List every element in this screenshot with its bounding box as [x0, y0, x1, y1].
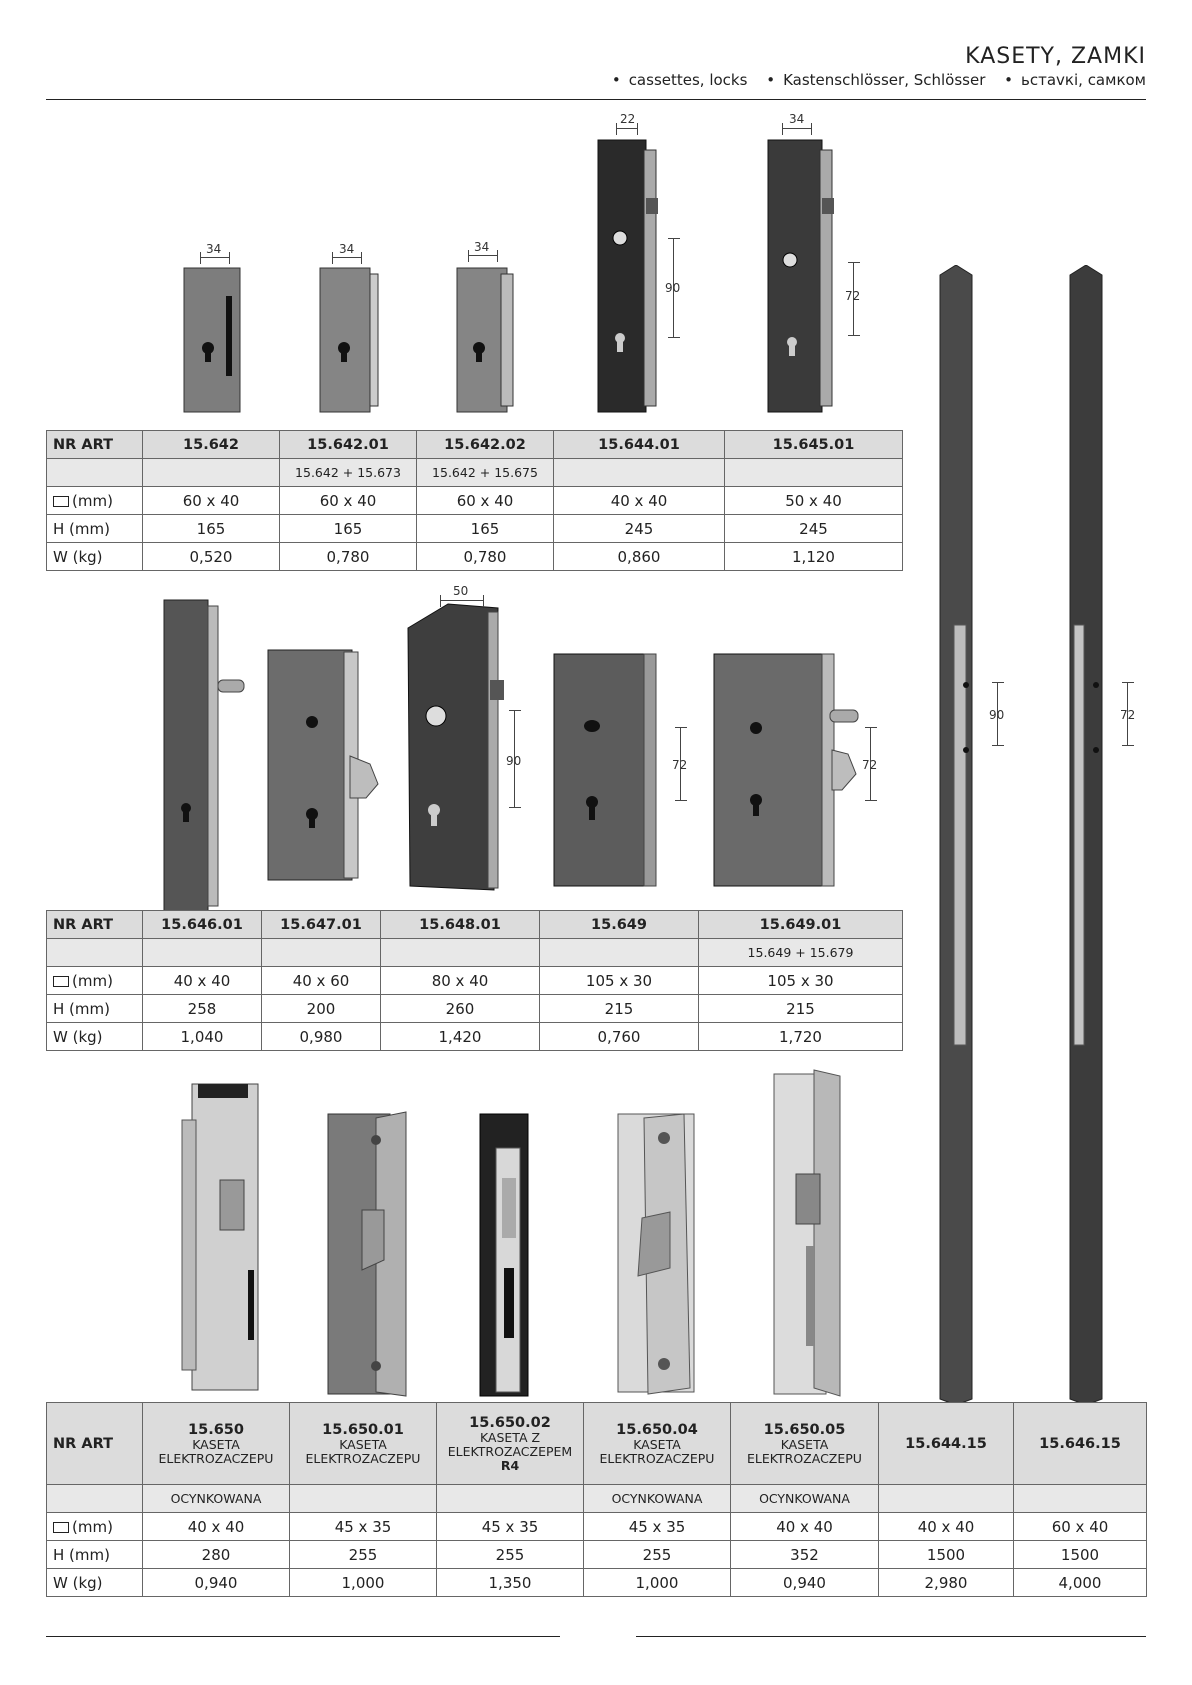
- weight-value: 1,350: [437, 1569, 584, 1597]
- size-value: 50 x 40: [725, 487, 903, 515]
- finish-label: OCYNKOWANA: [584, 1485, 731, 1513]
- height-label: H (mm): [47, 515, 143, 543]
- size-unit: (mm): [72, 971, 113, 990]
- article-number: 15.650.02: [469, 1414, 551, 1431]
- header-divider: [46, 99, 1146, 100]
- page-title: KASETY, ZAMKI: [965, 44, 1146, 69]
- size-value: 45 x 35: [437, 1513, 584, 1541]
- dimension-22: [616, 128, 638, 135]
- height-value: 165: [280, 515, 417, 543]
- dimension-34-c: [468, 255, 498, 262]
- square-profile-icon: [53, 976, 69, 987]
- table-row: [47, 431, 903, 459]
- dimension-label: 90: [665, 281, 681, 295]
- weight-label: W (kg): [47, 1569, 143, 1597]
- dimension-label: 72: [1120, 708, 1136, 722]
- set-composition: [725, 459, 903, 487]
- product-image-15649: [552, 650, 664, 892]
- article-cell: [143, 1403, 290, 1485]
- height-value: 245: [725, 515, 903, 543]
- dimension-label: 72: [845, 289, 861, 303]
- height-value: 258: [143, 995, 262, 1023]
- product-image-15642-01: [318, 266, 380, 416]
- dimension-label: 34: [789, 112, 805, 126]
- article-number: 15.647.01: [262, 911, 381, 939]
- weight-value: 1,040: [143, 1023, 262, 1051]
- article-description: KASETA Z ELEKTROZACZEPEM: [447, 1429, 573, 1459]
- dimension-34-b: [332, 257, 362, 264]
- weight-value: 0,940: [143, 1569, 290, 1597]
- set-composition: [143, 939, 262, 967]
- size-value: 60 x 40: [280, 487, 417, 515]
- table-row: [47, 911, 903, 939]
- article-number: 15.642.01: [280, 431, 417, 459]
- size-unit: (mm): [72, 1517, 113, 1536]
- size-value: 60 x 40: [417, 487, 554, 515]
- page-subtitle: • cassettes, locks • Kastenschlösser, Schlösser • ьстavкі, самком: [611, 71, 1146, 89]
- article-cell: [437, 1403, 584, 1485]
- article-number: 15.649: [540, 911, 699, 939]
- size-value: 105 x 30: [699, 967, 903, 995]
- subtitle-en: cassettes, locks: [628, 71, 748, 89]
- weight-value: 1,420: [381, 1023, 540, 1051]
- article-number: 15.642.02: [417, 431, 554, 459]
- height-value: 245: [554, 515, 725, 543]
- article-description: KASETA ELEKTROZACZEPU: [158, 1436, 274, 1466]
- article-cell: [290, 1403, 437, 1485]
- size-value: 105 x 30: [540, 967, 699, 995]
- article-number: 15.644.15: [905, 1435, 987, 1452]
- table-row: [47, 515, 903, 543]
- height-value: 1500: [879, 1541, 1014, 1569]
- weight-label: W (kg): [47, 543, 143, 571]
- finish-label: OCYNKOWANA: [731, 1485, 879, 1513]
- article-number: 15.650.05: [763, 1421, 846, 1438]
- height-value: 165: [143, 515, 280, 543]
- dimension-label: 72: [672, 758, 688, 772]
- dimension-label: 90: [506, 754, 522, 768]
- height-value: 280: [143, 1541, 290, 1569]
- table-row: [47, 995, 903, 1023]
- set-composition: [554, 459, 725, 487]
- height-value: 255: [290, 1541, 437, 1569]
- dimension-label: 90: [989, 708, 1005, 722]
- product-image-15642: [182, 266, 244, 416]
- size-label: [47, 487, 143, 515]
- footer-divider-right: [636, 1636, 1146, 1637]
- weight-value: 1,720: [699, 1023, 903, 1051]
- table-row: [47, 1023, 903, 1051]
- dimension-34-d: [782, 128, 812, 135]
- product-image-15644-15: [936, 265, 990, 1405]
- spec-table-1: [46, 430, 903, 571]
- set-composition: 15.649 + 15.679: [699, 939, 903, 967]
- weight-value: 4,000: [1014, 1569, 1147, 1597]
- spec-table-3: [46, 1402, 1147, 1597]
- nr-art-label: NR ART: [47, 911, 143, 939]
- article-cell: [584, 1403, 731, 1485]
- product-image-15648-01: [398, 598, 504, 898]
- article-number: 15.650.01: [322, 1421, 404, 1438]
- table-row: [47, 543, 903, 571]
- weight-value: 0,760: [540, 1023, 699, 1051]
- height-value: 165: [417, 515, 554, 543]
- weight-value: 1,000: [584, 1569, 731, 1597]
- nr-art-label: NR ART: [47, 1403, 143, 1485]
- article-number: 15.646.01: [143, 911, 262, 939]
- size-value: 45 x 35: [584, 1513, 731, 1541]
- weight-value: 0,520: [143, 543, 280, 571]
- table-row: [47, 967, 903, 995]
- nr-art-label: NR ART: [47, 431, 143, 459]
- height-value: 255: [584, 1541, 731, 1569]
- size-label: [47, 1513, 143, 1541]
- size-value: 40 x 60: [262, 967, 381, 995]
- table-row: [47, 1403, 1147, 1485]
- table-row: [47, 1485, 1147, 1513]
- weight-value: 0,780: [280, 543, 417, 571]
- product-image-15650-01: [322, 1110, 412, 1400]
- square-profile-icon: [53, 496, 69, 507]
- set-composition: 15.642 + 15.675: [417, 459, 554, 487]
- set-composition: [381, 939, 540, 967]
- product-image-15642-02: [455, 266, 517, 416]
- dimension-label: 34: [474, 240, 490, 254]
- height-value: 215: [699, 995, 903, 1023]
- table-row: [47, 487, 903, 515]
- size-value: 40 x 40: [879, 1513, 1014, 1541]
- weight-value: 0,940: [731, 1569, 879, 1597]
- set-composition: [143, 459, 280, 487]
- dimension-label: 50: [453, 584, 469, 598]
- product-image-15646-01: [160, 598, 250, 916]
- size-value: 40 x 40: [143, 1513, 290, 1541]
- product-image-15650-04: [614, 1108, 704, 1400]
- article-number: 15.650: [188, 1421, 244, 1438]
- dimension-label: 72: [862, 758, 878, 772]
- product-image-15650: [178, 1080, 266, 1398]
- dimension-label: 22: [620, 112, 636, 126]
- spec-table-2: [46, 910, 903, 1051]
- article-cell: [731, 1403, 879, 1485]
- product-image-15650-05: [768, 1066, 848, 1400]
- article-description: KASETA ELEKTROZACZEPU: [747, 1436, 862, 1466]
- weight-value: 0,860: [554, 543, 725, 571]
- article-cell: [879, 1403, 1014, 1485]
- article-number: 15.646.15: [1039, 1435, 1121, 1452]
- article-description: KASETA ELEKTROZACZEPU: [599, 1436, 715, 1466]
- sub-label: [47, 1485, 143, 1513]
- finish-label: [437, 1485, 584, 1513]
- weight-value: 2,980: [879, 1569, 1014, 1597]
- subtitle-de: Kastenschlösser, Schlösser: [783, 71, 986, 89]
- sub-label: [47, 459, 143, 487]
- height-value: 255: [437, 1541, 584, 1569]
- article-number: 15.645.01: [725, 431, 903, 459]
- table-row: [47, 939, 903, 967]
- table-row: [47, 459, 903, 487]
- size-value: 40 x 40: [143, 967, 262, 995]
- article-number: 15.649.01: [699, 911, 903, 939]
- height-value: 215: [540, 995, 699, 1023]
- product-image-15650-02: [476, 1108, 542, 1400]
- height-value: 260: [381, 995, 540, 1023]
- weight-label: W (kg): [47, 1023, 143, 1051]
- article-description-extra: R4: [500, 1457, 520, 1473]
- product-image-15645-01: [766, 138, 838, 416]
- height-label: H (mm): [47, 995, 143, 1023]
- height-value: 352: [731, 1541, 879, 1569]
- size-value: 80 x 40: [381, 967, 540, 995]
- dimension-label: 34: [339, 242, 355, 256]
- article-cell: [1014, 1403, 1147, 1485]
- square-profile-icon: [53, 1522, 69, 1533]
- article-number: 15.650.04: [616, 1421, 698, 1438]
- table-row: [47, 1569, 1147, 1597]
- table-row: [47, 1513, 1147, 1541]
- subtitle-ru: ьстavкі, самком: [1021, 71, 1146, 89]
- product-image-15646-15: [1066, 265, 1120, 1405]
- dimension-50: [440, 600, 484, 607]
- sub-label: [47, 939, 143, 967]
- size-label: [47, 967, 143, 995]
- height-value: 200: [262, 995, 381, 1023]
- weight-value: 1,120: [725, 543, 903, 571]
- set-composition: [540, 939, 699, 967]
- weight-value: 0,980: [262, 1023, 381, 1051]
- product-image-15649-01: [712, 650, 862, 892]
- footer-divider-left: [46, 1636, 560, 1637]
- size-value: 40 x 40: [731, 1513, 879, 1541]
- set-composition: [262, 939, 381, 967]
- article-number: 15.648.01: [381, 911, 540, 939]
- article-number: 15.644.01: [554, 431, 725, 459]
- size-unit: (mm): [72, 491, 113, 510]
- dimension-label: 34: [206, 242, 222, 256]
- set-composition: 15.642 + 15.673: [280, 459, 417, 487]
- finish-label: [290, 1485, 437, 1513]
- finish-label: [1014, 1485, 1147, 1513]
- size-value: 40 x 40: [554, 487, 725, 515]
- article-description: KASETA ELEKTROZACZEPU: [305, 1436, 421, 1466]
- dimension-34-a: [200, 257, 230, 264]
- weight-value: 1,000: [290, 1569, 437, 1597]
- size-value: 60 x 40: [1014, 1513, 1147, 1541]
- size-value: 45 x 35: [290, 1513, 437, 1541]
- size-value: 60 x 40: [143, 487, 280, 515]
- finish-label: [879, 1485, 1014, 1513]
- table-row: [47, 1541, 1147, 1569]
- height-value: 1500: [1014, 1541, 1147, 1569]
- article-number: 15.642: [143, 431, 280, 459]
- finish-label: OCYNKOWANA: [143, 1485, 290, 1513]
- weight-value: 0,780: [417, 543, 554, 571]
- product-image-15644-01: [596, 138, 658, 416]
- height-label: H (mm): [47, 1541, 143, 1569]
- product-image-15647-01: [266, 646, 382, 886]
